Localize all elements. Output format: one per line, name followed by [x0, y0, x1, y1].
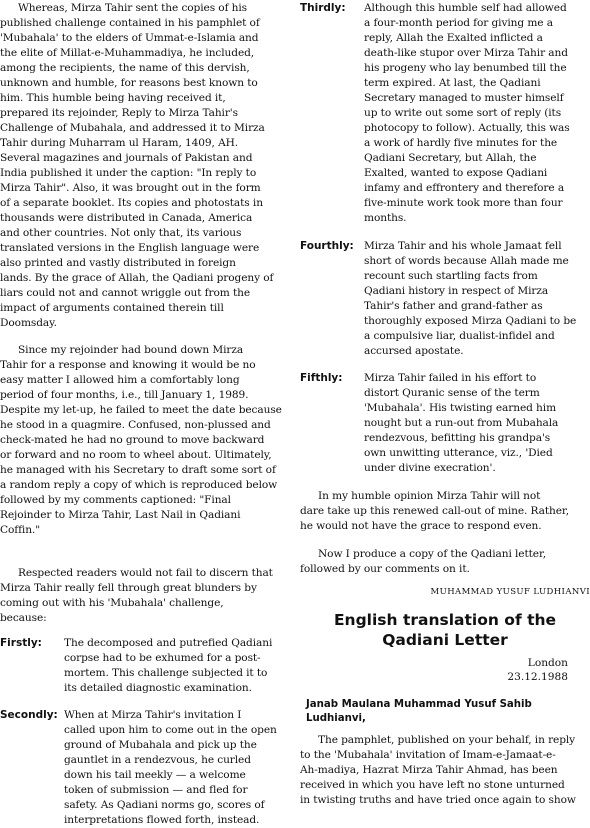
fifthly-text: Mirza Tahir failed in his effort to distort Quranic sense of the term 'Mubahala'. His twisting earned him nought but a run-out from Mubahala rendezvous, befitting his grandpa's own unwitting utterance, viz., 'Died under divine execration'.: [364, 372, 559, 474]
secondly-item: [0, 708, 288, 828]
author-signature: MUHAMMAD YUSUF LUDHIANVI: [430, 587, 590, 597]
fifthly-label: Fifthly:: [300, 372, 343, 384]
left-column: [0, 0, 288, 828]
letter-date-place: London 23.12.1988: [507, 657, 568, 683]
intro-paragraph: Whereas, Mirza Tahir sent the copies of his published challenge contained in his pamphlet of 'Mubahala' to the elders of Ummat-e-Islamia and the elite of Millat-e-Muhammadiya, he included, among the recipients, the name of this dervish, unknown and humble, for reasons best known to him. This humble being having received it, prepared its rejoinder, Reply to Mirza Tahir's Challenge of Mubahala, and addressed it to Mirza Tahir during Muharram ul Haram, 1409, AH. Several magazines and journals of Pakistan and India published it under the caption: "In reply to Mirza Tahir". Also, it was brought out in the form of a separate booklet. Its copies and photostats in thousands were distributed in Canada, America and other countries. Not only that, its various translated versions in the English language were also printed and vastly distributed in foreign lands. By the grace of Allah, the Qadiani progeny of liars could not and cannot wriggle out from the impact of arguments contained therein till Doomsday.: [0, 2, 274, 329]
fifthly-item: [300, 371, 590, 476]
fourthly-label: Fourthly:: [300, 240, 354, 252]
produce-paragraph: Now I produce a copy of the Qadiani letter, followed by our comments on it.: [300, 548, 547, 575]
secondly-label: Secondly:: [0, 709, 58, 721]
thirdly-text: Although this humble self had allowed a four-month period for giving me a reply, Allah the Exalted inflicted a death-like stupor over Mirza Tahir and his progeny who lay benumbed till the term expired. At last, the Qadiani Secretary managed to muster himself up to write out some sort of reply (its photocopy to follow). Actually, this was a work of hardly five minutes for the Qadiani Secretary, but Allah, the Exalted, wanted to expose Qadiani infamy and effrontery and therefore a five-minute work took more than four months.: [364, 2, 570, 224]
section-title: English translation of the Qadiani Letter: [333, 611, 557, 649]
rejoinder-paragraph: Since my rejoinder had bound down Mirza Tahir for a response and knowing it would be no easy matter I allowed him a comfortably long period of four months, i.e., till January 1, 1989. Despite my let-up, he failed to meet the date because he stood in a quagmire. Confused, non-plussed and check-mated he had no ground to move backward or forward and no room to wheel about. Ultimately, he managed with his Secretary to draft some sort of a random reply a copy of which is reproduced below followed by my comments captioned: "Final Rejoinder to Mirza Tahir, Last Nail in Qadiani Coffin.": [0, 344, 282, 536]
right-column: [300, 0, 590, 808]
firstly-label: Firstly:: [0, 637, 42, 649]
firstly-text: The decomposed and putrefied Qadiani corpse had to be exhumed for a post- mortem. This challenge subjected it to its detailed diagnostic examination.: [64, 637, 273, 694]
blunders-paragraph: Respected readers would not fail to discern that Mirza Tahir really fell through great blunders by coming out with his 'Mubahala' challenge, because:: [0, 567, 273, 624]
letter-salutation: Janab Maulana Muhammad Yusuf Sahib Ludhianvi,: [306, 699, 532, 724]
letter-paragraph: The pamphlet, published on your behalf, in reply to the 'Mubahala' invitation of Imam-e-Jamaat-e- Ah-madiya, Hazrat Mirza Tahir Ahmad, has been received in which you have left no stone unturned in twisting truths and have tried once again to show: [300, 734, 576, 806]
thirdly-label: Thirdly:: [300, 2, 346, 14]
firstly-item: [0, 636, 288, 696]
fourthly-text: Mirza Tahir and his whole Jamaat fell short of words because Allah made me recount such startling facts from Qadiani history in respect of Mirza Tahir's father and grand-father as thoroughly exposed Mirza Qadiani to be a compulsive liar, dualist-infidel and accursed apostate.: [364, 240, 577, 357]
secondly-text: When at Mirza Tahir's invitation I called upon him to come out in the open ground of Mubahala and pick up the gauntlet in a rendezvous, he curled down his tail meekly — a welcome token of submission — and fled for safety. As Qadiani norms go, scores of interpretations flowed forth, instead.: [64, 709, 277, 826]
thirdly-item: [300, 1, 590, 226]
fourthly-item: [300, 239, 590, 359]
opinion-paragraph: In my humble opinion Mirza Tahir will not dare take up this renewed call-out of mine. Rather, he would not have the grace to respond even.: [300, 490, 569, 532]
